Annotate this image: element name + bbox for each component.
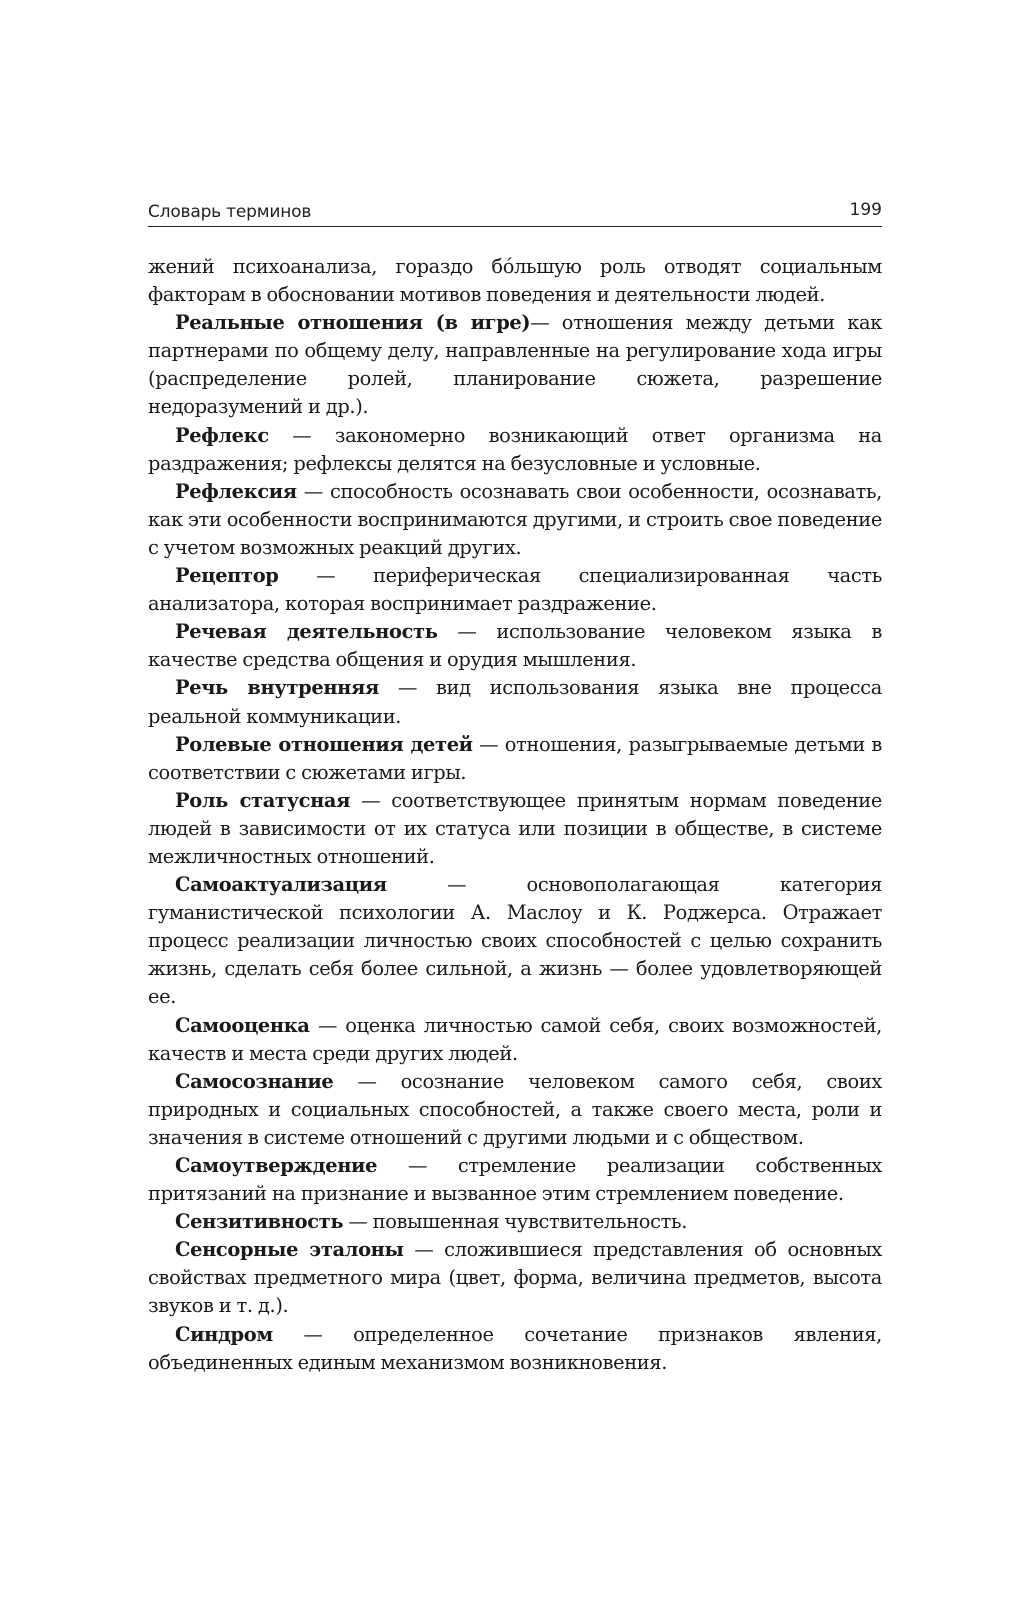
entry-term: Самоактуализация bbox=[175, 873, 387, 897]
glossary-entry bbox=[148, 562, 882, 618]
entry-term: Самосознание bbox=[175, 1069, 334, 1093]
entry-definition: — стремление реализации собственных притязаний на признание и вызванное этим стремлением поведение. bbox=[148, 1154, 882, 1206]
glossary-entry bbox=[148, 309, 882, 421]
entry-term: Рефлексия bbox=[175, 479, 297, 503]
entry-definition: — использование человеком языка в качестве средства общения и орудия мышления. bbox=[148, 620, 882, 672]
entry-term: Сензитивность bbox=[175, 1210, 344, 1234]
entry-term: Ролевые отношения детей bbox=[175, 732, 473, 756]
glossary-entry bbox=[148, 1152, 882, 1208]
glossary-entry bbox=[148, 1321, 882, 1377]
entry-definition: — осознание человеком самого себя, своих природных и социальных способностей, а также своего места, роли и значения в системе отношений с другими людьми и с обществом. bbox=[148, 1069, 882, 1149]
glossary-entry bbox=[148, 787, 882, 871]
entry-term: Рецептор bbox=[175, 564, 279, 588]
glossary-entry bbox=[148, 478, 882, 562]
entry-definition: — оценка личностью самой себя, своих возможностей, качеств и места среди других людей. bbox=[148, 1013, 882, 1065]
entry-term: Речевая деятельность bbox=[175, 620, 438, 644]
entry-term: Реальные отношения (в игре) bbox=[175, 311, 531, 335]
entry-definition: — основополагающая категория гуманистической психологии А. Маслоу и К. Роджерса. Отражает процесс реализации личностью своих способностей с целью сохранить жизнь, сделать себя более сильной, а жизнь — более удовлетворяющей ее. bbox=[148, 873, 882, 1009]
entry-term: Речь внутренняя bbox=[175, 676, 379, 700]
glossary-entry bbox=[148, 422, 882, 478]
glossary-text bbox=[148, 253, 882, 1377]
entry-term: Роль статусная bbox=[175, 788, 351, 812]
running-header bbox=[148, 196, 882, 227]
entry-term: Самоутверждение bbox=[175, 1154, 378, 1177]
running-title: Словарь терминов bbox=[148, 202, 312, 222]
entry-definition: — соответствующее принятым нормам поведение людей в зависимости от их статуса или позиции в обществе, в системе межличностных отношений. bbox=[148, 788, 882, 868]
entry-definition: — закономерно возникающий ответ организма на раздражения; рефлексы делятся на безусловные и условные. bbox=[148, 423, 882, 475]
continuation-paragraph: жений психоанализа, гораздо бóльшую роль отводят социальным факторам в обосновании мотивов поведения и деятельности людей. bbox=[148, 255, 882, 307]
entry-definition: — отношения, разыгрываемые детьми в соответствии с сюжетами игры. bbox=[148, 732, 882, 784]
page-number: 199 bbox=[849, 200, 882, 220]
entry-definition: — вид использования языка вне процесса реальной коммуникации. bbox=[148, 676, 882, 728]
entry-term: Рефлекс bbox=[175, 423, 269, 447]
entry-definition: — способность осознавать свои особенности, осознавать, как эти особенности воспринимаются другими, и строить свое поведение с учетом возможных реакций других. bbox=[148, 479, 882, 559]
glossary-entry bbox=[148, 618, 882, 674]
glossary-entry bbox=[148, 1012, 882, 1068]
entry-definition: — определенное сочетание признаков явления, объединенных единым механизмом возникновения. bbox=[148, 1322, 882, 1374]
entry-term: Сенсорные эталоны bbox=[175, 1238, 404, 1262]
entry-term: Самооценка bbox=[175, 1013, 310, 1037]
glossary-entry bbox=[148, 871, 882, 1011]
entry-definition: — периферическая специализированная часть анализатора, которая воспринимает раздражение. bbox=[148, 564, 882, 616]
entry-definition: — сложившиеся представления об основных свойствах предметного мира (цвет, форма, величина предметов, высота звуков и т. д.). bbox=[148, 1238, 882, 1318]
glossary-entry bbox=[148, 1208, 882, 1236]
entry-term: Синдром bbox=[175, 1322, 273, 1346]
entry-definition: — отношения между детьми как партнерами по общему делу, направленные на регулирование хода игры (распределение ролей, планирование сюжета, разрешение недоразумений и др.). bbox=[148, 311, 882, 419]
entry-definition: — повышенная чувствительность. bbox=[343, 1210, 688, 1234]
glossary-entry bbox=[148, 1068, 882, 1152]
glossary-entry bbox=[148, 674, 882, 730]
glossary-entry bbox=[148, 731, 882, 787]
glossary-entry bbox=[148, 1236, 882, 1320]
